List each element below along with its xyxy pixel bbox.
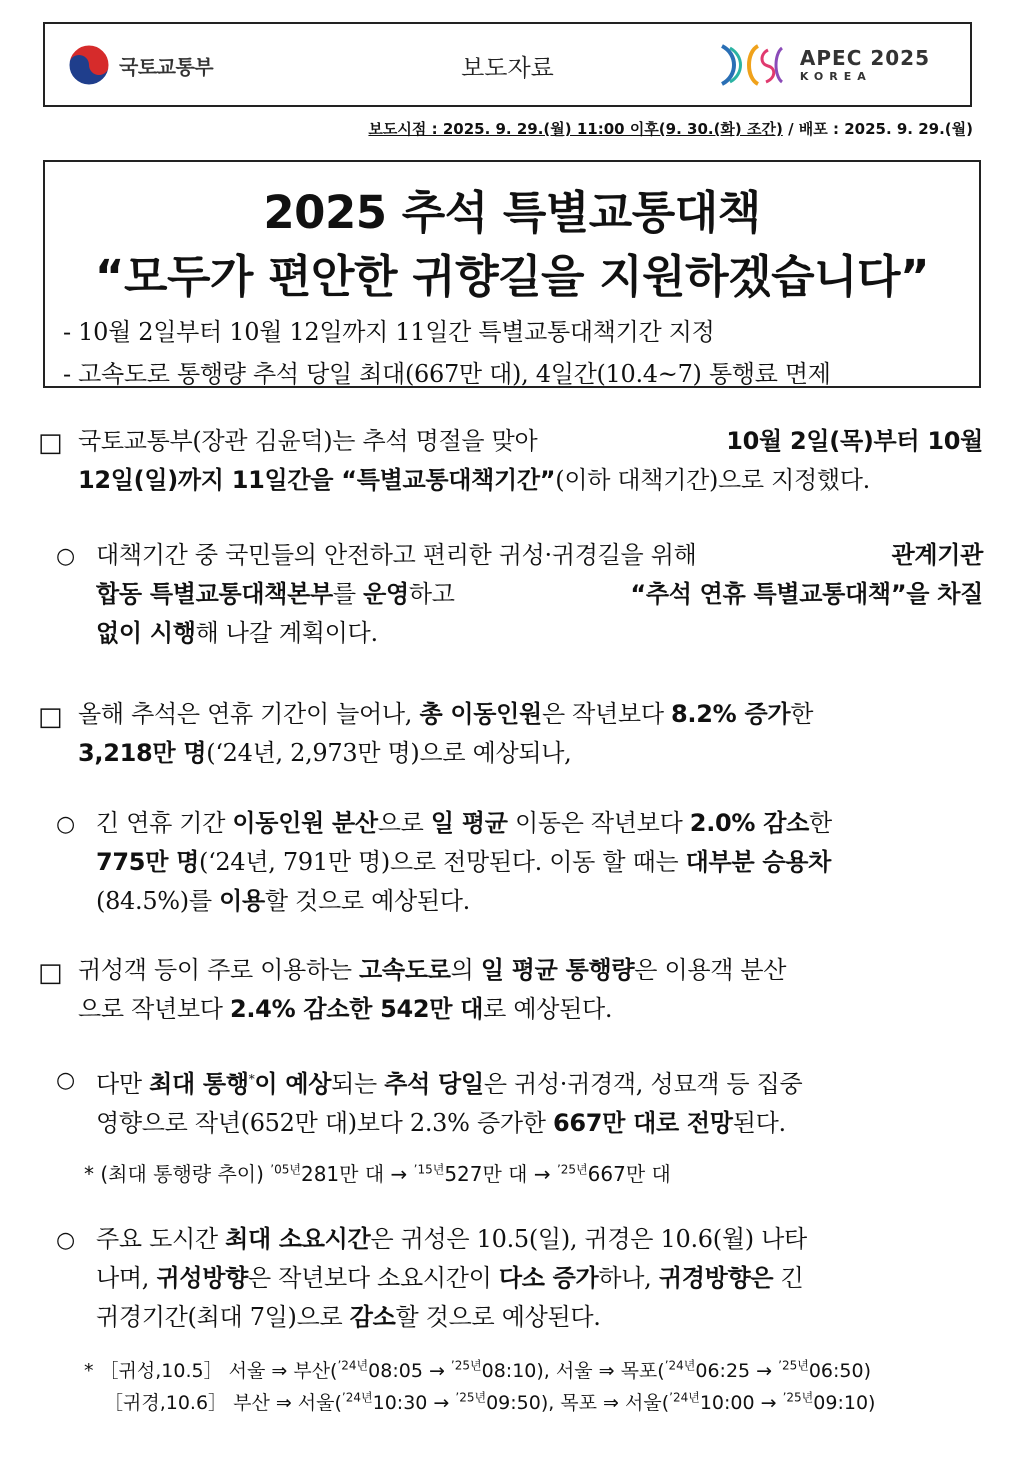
square-bullet: □ <box>38 428 63 458</box>
subheadline-2: - 고속도로 통행량 추석 당일 최대(667만 대), 4일간(10.4~7) 통행료 면제 <box>63 360 831 388</box>
circle-bullet: ○ <box>56 544 76 569</box>
release-info <box>0 118 973 139</box>
subheadline-1: - 10월 2일부터 10월 12일까지 11일간 특별교통대책기간 지정 <box>63 318 715 346</box>
footnote-travel-times-return: ［귀경,10.6］ 부산 ⇒ 서울($^{’24년}$10:30 → $^{’25년}$09:50), 목포 ⇒ 서울($^{’24년}$10:00 → $^{’25년}$09:10) <box>104 1390 876 1414</box>
ministry-name: 국토교통부 <box>119 54 214 79</box>
paragraph-3-sub-2: 주요 도시간 최대 소요시간은 귀성은 10.5(일), 귀경은 10.6(월) 나타 나며, 귀성방향은 작년보다 소요시간이 다소 증가하나, 귀경방향은 긴 귀경기간(최대 7일)으로 감소할 것으로 예상된다. <box>96 1225 807 1331</box>
square-bullet: □ <box>38 958 63 988</box>
footnote-travel-times-outbound: * ［귀성,10.5］ 서울 ⇒ 부산($^{’24년}$08:05 → $^{’25년}$08:10), 서울 ⇒ 목포($^{’24년}$06:25 → $^{’25년}$06:50) <box>84 1358 871 1382</box>
distribution-time: / 배포 : 2025. 9. 29.(월) <box>782 120 973 138</box>
circle-bullet: ○ <box>56 1228 76 1253</box>
paragraph-3-sub-1: 다만 최대 통행*이 예상되는 추석 당일은 귀성·귀경객, 성묘객 등 집중 영향으로 작년(652만 대)보다 2.3% 증가한 667만 대로 전망된다. <box>96 1070 803 1137</box>
paragraph-1: 국토교통부(장관 김윤덕)는 추석 명절을 맞아 10월 2일(목)부터 10월 12일(일)까지 11일간을 “특별교통대책기간”(이하 대책기간)으로 지정했다. <box>78 427 983 494</box>
apec-title: APEC 2025 <box>799 46 930 70</box>
square-bullet: □ <box>38 702 63 732</box>
press-header <box>43 22 972 107</box>
headline-quote: “모두가 편안한 귀향길을 지원하겠습니다” <box>94 250 930 303</box>
document-type: 보도자료 <box>461 54 554 82</box>
paragraph-2: 올해 추석은 연휴 기간이 늘어나, 총 이동인원은 작년보다 8.2% 증가한 3,218만 명(‘24년, 2,973만 명)으로 예상되나, <box>78 700 814 767</box>
apec-emblem-icon <box>716 40 790 90</box>
paragraph-1-sub: 대책기간 중 국민들의 안전하고 편리한 귀성·귀경길을 위해 관계기관 합동 특별교통대책본부를 운영하고 “추석 연휴 특별교통대책”을 차질 없이 시행해 나갈 계획이다. <box>96 541 983 647</box>
circle-bullet: ○ <box>56 1068 76 1093</box>
apec-subtitle: KOREA <box>799 70 872 83</box>
footnote-traffic-trend: * (최대 통행량 추이) $^{’05년}$281만 대 → $^{’15년}$527만 대 → $^{’25년}$667만 대 <box>84 1162 671 1186</box>
apec-logo <box>716 40 930 90</box>
release-time: 보도시점 : 2025. 9. 29.(월) 11:00 이후(9. 30.(화) 조간) <box>368 120 783 138</box>
title-box <box>43 160 981 388</box>
paragraph-2-sub: 긴 연휴 기간 이동인원 분산으로 일 평균 이동은 작년보다 2.0% 감소한 775만 명(‘24년, 791만 명)으로 전망된다. 이동 할 때는 대부분 승용차 (84.5%)를 이용할 것으로 예상된다. <box>96 809 832 915</box>
headline: 2025 추석 특별교통대책 <box>263 186 761 239</box>
paragraph-3: 귀성객 등이 주로 이용하는 고속도로의 일 평균 통행량은 이용객 분산 으로 작년보다 2.4% 감소한 542만 대로 예상된다. <box>78 956 787 1023</box>
circle-bullet: ○ <box>56 812 76 837</box>
